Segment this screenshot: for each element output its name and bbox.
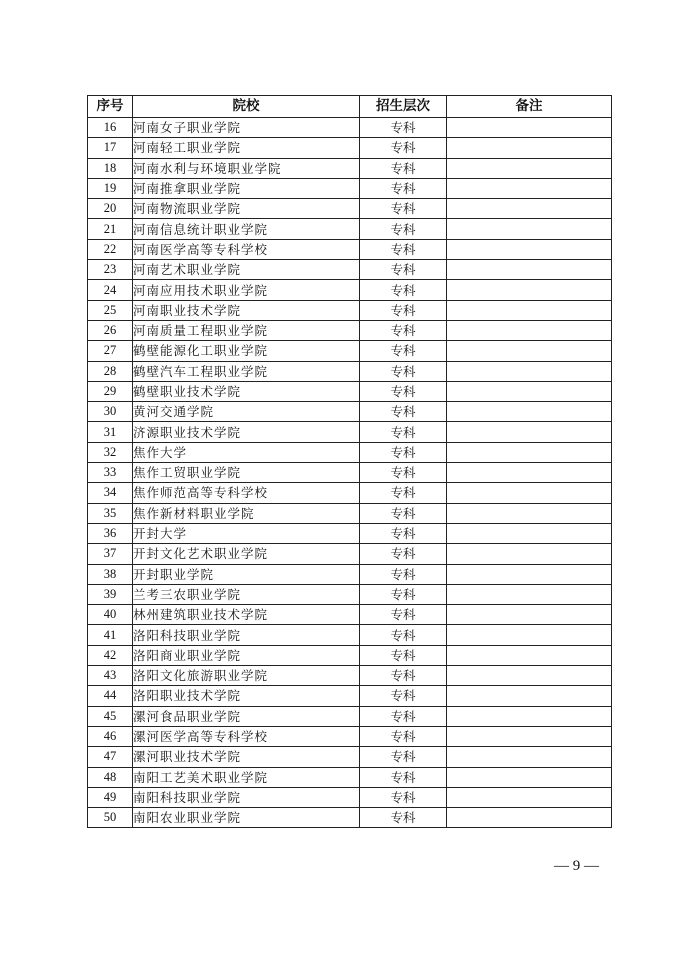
enrollment-level: 专科 [360, 280, 447, 300]
school-name: 河南医学高等专科学校 [133, 239, 360, 259]
school-name: 河南职业技术学院 [133, 300, 360, 320]
school-name: 洛阳职业技术学院 [133, 686, 360, 706]
enrollment-level: 专科 [360, 747, 447, 767]
row-number: 23 [88, 260, 133, 280]
table-row [88, 605, 612, 625]
enrollment-level: 专科 [360, 686, 447, 706]
table-row [88, 341, 612, 361]
note-cell [447, 158, 612, 178]
table-row [88, 544, 612, 564]
enrollment-level: 专科 [360, 422, 447, 442]
note-cell [447, 178, 612, 198]
note-cell [447, 300, 612, 320]
table-row [88, 645, 612, 665]
row-number: 42 [88, 645, 133, 665]
row-number: 48 [88, 767, 133, 787]
note-cell [447, 686, 612, 706]
table-row [88, 219, 612, 239]
school-name: 洛阳商业职业学院 [133, 645, 360, 665]
row-number: 43 [88, 666, 133, 686]
note-cell [447, 564, 612, 584]
enrollment-level: 专科 [360, 442, 447, 462]
note-cell [447, 523, 612, 543]
row-number: 21 [88, 219, 133, 239]
note-cell [447, 503, 612, 523]
row-number: 37 [88, 544, 133, 564]
note-cell [447, 138, 612, 158]
school-name: 南阳农业职业学院 [133, 808, 360, 828]
table-row [88, 787, 612, 807]
enrollment-level: 专科 [360, 605, 447, 625]
note-cell [447, 463, 612, 483]
school-name: 洛阳科技职业学院 [133, 625, 360, 645]
enrollment-level: 专科 [360, 199, 447, 219]
school-name: 河南水利与环境职业学院 [133, 158, 360, 178]
table-row [88, 666, 612, 686]
table-row [88, 564, 612, 584]
row-number: 50 [88, 808, 133, 828]
enrollment-level: 专科 [360, 808, 447, 828]
school-table [87, 95, 612, 828]
enrollment-level: 专科 [360, 320, 447, 340]
enrollment-level: 专科 [360, 666, 447, 686]
school-name: 河南艺术职业学院 [133, 260, 360, 280]
row-number: 35 [88, 503, 133, 523]
enrollment-level: 专科 [360, 706, 447, 726]
school-name: 河南轻工职业学院 [133, 138, 360, 158]
row-number: 16 [88, 118, 133, 138]
table-row [88, 726, 612, 746]
school-name: 焦作工贸职业学院 [133, 463, 360, 483]
enrollment-level: 专科 [360, 523, 447, 543]
table-row [88, 463, 612, 483]
table-row [88, 239, 612, 259]
note-cell [447, 118, 612, 138]
table-row [88, 260, 612, 280]
enrollment-level: 专科 [360, 584, 447, 604]
school-name: 黄河交通学院 [133, 402, 360, 422]
row-number: 18 [88, 158, 133, 178]
school-name: 焦作大学 [133, 442, 360, 462]
row-number: 26 [88, 320, 133, 340]
enrollment-level: 专科 [360, 503, 447, 523]
note-cell [447, 645, 612, 665]
enrollment-level: 专科 [360, 341, 447, 361]
note-cell [447, 260, 612, 280]
enrollment-level: 专科 [360, 158, 447, 178]
table-row [88, 442, 612, 462]
school-name: 河南质量工程职业学院 [133, 320, 360, 340]
table-row [88, 686, 612, 706]
row-number: 41 [88, 625, 133, 645]
table-row [88, 483, 612, 503]
row-number: 36 [88, 523, 133, 543]
header-no: 序号 [88, 96, 133, 118]
table-row [88, 523, 612, 543]
enrollment-level: 专科 [360, 625, 447, 645]
row-number: 44 [88, 686, 133, 706]
note-cell [447, 747, 612, 767]
note-cell [447, 381, 612, 401]
row-number: 30 [88, 402, 133, 422]
enrollment-level: 专科 [360, 767, 447, 787]
school-name: 南阳工艺美术职业学院 [133, 767, 360, 787]
enrollment-level: 专科 [360, 463, 447, 483]
note-cell [447, 442, 612, 462]
row-number: 38 [88, 564, 133, 584]
table-row [88, 706, 612, 726]
school-name: 开封职业学院 [133, 564, 360, 584]
school-name: 开封文化艺术职业学院 [133, 544, 360, 564]
note-cell [447, 625, 612, 645]
note-cell [447, 483, 612, 503]
note-cell [447, 199, 612, 219]
enrollment-level: 专科 [360, 178, 447, 198]
school-name: 河南应用技术职业学院 [133, 280, 360, 300]
enrollment-level: 专科 [360, 787, 447, 807]
school-name: 焦作新材料职业学院 [133, 503, 360, 523]
header-school: 院校 [133, 96, 360, 118]
table-row [88, 300, 612, 320]
header-note: 备注 [447, 96, 612, 118]
school-name: 漯河食品职业学院 [133, 706, 360, 726]
row-number: 39 [88, 584, 133, 604]
header-level: 招生层次 [360, 96, 447, 118]
row-number: 20 [88, 199, 133, 219]
note-cell [447, 584, 612, 604]
school-name: 南阳科技职业学院 [133, 787, 360, 807]
row-number: 32 [88, 442, 133, 462]
row-number: 22 [88, 239, 133, 259]
row-number: 31 [88, 422, 133, 442]
table-row [88, 747, 612, 767]
row-number: 29 [88, 381, 133, 401]
row-number: 33 [88, 463, 133, 483]
school-name: 漯河职业技术学院 [133, 747, 360, 767]
enrollment-level: 专科 [360, 219, 447, 239]
school-name: 洛阳文化旅游职业学院 [133, 666, 360, 686]
row-number: 19 [88, 178, 133, 198]
table-row [88, 584, 612, 604]
school-name: 鹤壁职业技术学院 [133, 381, 360, 401]
enrollment-level: 专科 [360, 564, 447, 584]
enrollment-level: 专科 [360, 118, 447, 138]
note-cell [447, 767, 612, 787]
table-row [88, 118, 612, 138]
note-cell [447, 422, 612, 442]
row-number: 49 [88, 787, 133, 807]
row-number: 34 [88, 483, 133, 503]
note-cell [447, 808, 612, 828]
row-number: 25 [88, 300, 133, 320]
school-name: 河南信息统计职业学院 [133, 219, 360, 239]
enrollment-level: 专科 [360, 260, 447, 280]
school-name: 河南推拿职业学院 [133, 178, 360, 198]
enrollment-level: 专科 [360, 402, 447, 422]
table-row [88, 767, 612, 787]
enrollment-level: 专科 [360, 239, 447, 259]
enrollment-level: 专科 [360, 381, 447, 401]
school-name: 焦作师范高等专科学校 [133, 483, 360, 503]
school-name: 漯河医学高等专科学校 [133, 726, 360, 746]
note-cell [447, 605, 612, 625]
school-name: 开封大学 [133, 523, 360, 543]
school-name: 鹤壁能源化工职业学院 [133, 341, 360, 361]
table-body [88, 118, 612, 828]
note-cell [447, 402, 612, 422]
table-row [88, 178, 612, 198]
header-row [88, 96, 612, 118]
table-row [88, 381, 612, 401]
note-cell [447, 280, 612, 300]
table-row [88, 625, 612, 645]
page-number: — 9 — [554, 858, 599, 874]
table-row [88, 402, 612, 422]
note-cell [447, 706, 612, 726]
note-cell [447, 726, 612, 746]
enrollment-level: 专科 [360, 544, 447, 564]
table-row [88, 320, 612, 340]
enrollment-level: 专科 [360, 726, 447, 746]
row-number: 24 [88, 280, 133, 300]
school-name: 河南物流职业学院 [133, 199, 360, 219]
table-row [88, 158, 612, 178]
table-row [88, 808, 612, 828]
enrollment-level: 专科 [360, 645, 447, 665]
enrollment-level: 专科 [360, 483, 447, 503]
note-cell [447, 544, 612, 564]
note-cell [447, 341, 612, 361]
school-name: 鹤壁汽车工程职业学院 [133, 361, 360, 381]
table-row [88, 361, 612, 381]
enrollment-level: 专科 [360, 361, 447, 381]
note-cell [447, 320, 612, 340]
enrollment-level: 专科 [360, 138, 447, 158]
table-row [88, 199, 612, 219]
row-number: 46 [88, 726, 133, 746]
row-number: 17 [88, 138, 133, 158]
table-row [88, 422, 612, 442]
school-name: 林州建筑职业技术学院 [133, 605, 360, 625]
row-number: 27 [88, 341, 133, 361]
school-name: 济源职业技术学院 [133, 422, 360, 442]
row-number: 47 [88, 747, 133, 767]
table-row [88, 138, 612, 158]
table-row [88, 280, 612, 300]
note-cell [447, 361, 612, 381]
row-number: 28 [88, 361, 133, 381]
note-cell [447, 239, 612, 259]
note-cell [447, 787, 612, 807]
note-cell [447, 666, 612, 686]
school-name: 兰考三农职业学院 [133, 584, 360, 604]
school-name: 河南女子职业学院 [133, 118, 360, 138]
row-number: 45 [88, 706, 133, 726]
row-number: 40 [88, 605, 133, 625]
table-row [88, 503, 612, 523]
note-cell [447, 219, 612, 239]
enrollment-level: 专科 [360, 300, 447, 320]
